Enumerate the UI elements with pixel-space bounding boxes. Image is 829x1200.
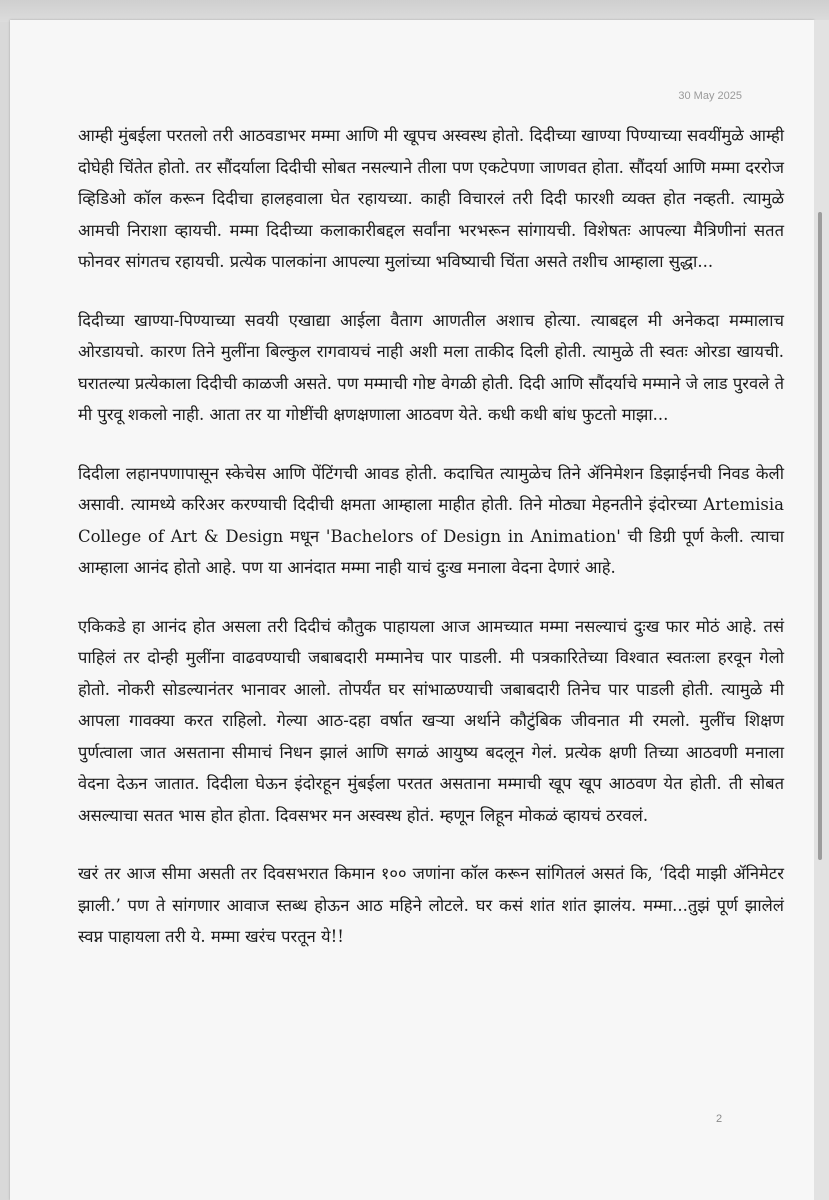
paragraph: दिदीला लहानपणापासून स्केचेस आणि पेंटिंगची आवड होती. कदाचित त्यामुळेच तिने ॲनिमेशन डिझाईनची निवड केली असावी. त्यामध्ये करिअर करण्याची दिदीची क्षमता आम्हाला माहीत होती. तिने मोठ्या मेहनतीने इंदोरच्या Artemisia College of Art & Design मधून 'Bachelors of Design in Animation' ची डिग्री पूर्ण केली. त्याचा आम्हाला आनंद होतो आहे. पण या आनंदात मम्मा नाही याचं दुःख मनाला वेदना देणारं आहे. — [78, 463, 784, 577]
vertical-scrollbar[interactable] — [818, 212, 822, 860]
document-body — [78, 120, 784, 980]
top-edge — [0, 0, 829, 22]
paragraph: खरं तर आज सीमा असती तर दिवसभरात किमान १०० जणांना कॉल करून सांगितलं असतं कि, ‘दिदी माझी ॲनिमेटर झाली.’ पण ते सांगणार आवाज स्तब्ध होऊन आठ महिने लोटले. घर कसं शांत शांत झालंय. मम्मा...तुझं पूर्ण झालेलं स्वप्न पाहायला तरी ये. मम्मा खरंच परतून ये!! — [78, 864, 784, 946]
paragraph: दिदीच्या खाण्या-पिण्याच्या सवयी एखाद्या आईला वैताग आणतील अशाच होत्या. त्याबद्दल मी अनेकदा मम्मालाच ओरडायचो. कारण तिने मुलींना बिल्कुल रागवायचं नाही अशी मला ताकीद दिली होती. त्यामुळे ती स्वतः ओरडा खायची. घरातल्या प्रत्येकाला दिदीची काळजी असते. पण मम्माची गोष्ट वेगळी होती. दिदी आणि सौंदर्याचे मम्माने जे लाड पुरवले ते मी पुरवू शकलो नाही. आता तर या गोष्टींची क्षणक्षणाला आठवण येते. कधी कधी बांध फुटतो माझा... — [78, 310, 784, 424]
paragraph: आम्ही मुंबईला परतलो तरी आठवडाभर मम्मा आणि मी खूपच अस्वस्थ होतो. दिदीच्या खाण्या पिण्याच्या सवयींमुळे आम्ही दोघेही चिंतेत होतो. तर सौंदर्याला दिदीची सोबत नसल्याने तीला पण एकटेपणा जाणवत होता. सौंदर्या आणि मम्मा दररोज व्हिडिओ कॉल करून दिदीचा हालहवाला घेत रहायच्या. काही विचारलं तरी दिदी फारशी व्यक्त होत नव्हती. त्यामुळे आमची निराशा व्हायची. मम्मा दिदीच्या कलाकारीबद्दल सर्वांना भरभरून सांगायची. विशेषतः आपल्या मैत्रिणीनां सतत फोनवर सांगतच रहायची. प्रत्येक पालकांना आपल्या मुलांच्या भविष्याची चिंता असते तशीच आम्हाला सुद्धा... — [78, 126, 784, 271]
document-page — [10, 20, 814, 1200]
paragraph: एकिकडे हा आनंद होत असला तरी दिदीचं कौतुक पाहायला आज आमच्यात मम्मा नसल्याचं दुःख फार मोठं आहे. तसं पाहिलं तर दोन्ही मुलींना वाढवण्याची जबाबदारी मम्मानेच पार पाडली. मी पत्रकारितेच्या विश्वात स्वतःला हरवून गेलो होतो. नोकरी सोडल्यानंतर भानावर आलो. तोपर्यंत घर सांभाळण्याची जबाबदारी तिनेच पार पाडली होती. त्यामुळे मी आपला गावक्या करत राहिलो. गेल्या आठ-दहा वर्षात खऱ्या अर्थाने कौटुंबिक जीवनात मी रमलो. मुलींच शिक्षण पुर्णत्वाला जात असताना सीमाचं निधन झालं आणि सगळं आयुष्य बदलून गेलं. प्रत्येक क्षणी तिच्या आठवणी मनाला वेदना देऊन जातात. दिदीला घेऊन इंदोरहून मुंबईला परतत असताना मम्माची खूप खूप आठवण येत होती. ती सोबत असल्याचा सतत भास होत होता. दिवसभर मन अस्वस्थ होतं. म्हणून लिहून मोकळं व्हायचं ठरवलं. — [78, 616, 784, 825]
page-date: 30 May 2025 — [678, 90, 742, 102]
page-number: 2 — [716, 1113, 723, 1125]
